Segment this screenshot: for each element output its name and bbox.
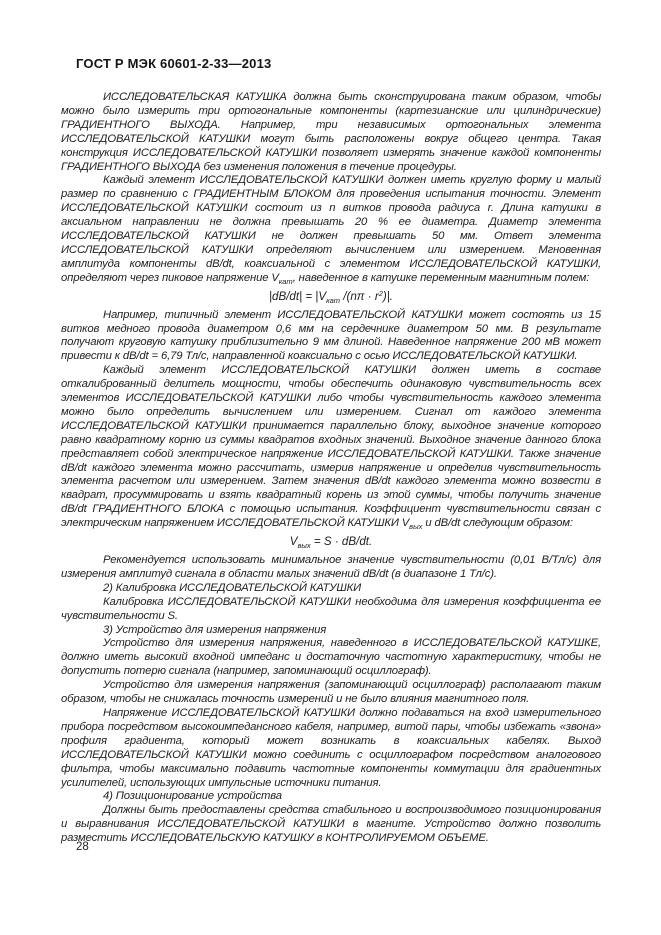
formula-v-out: [61, 531, 601, 554]
paragraph-2-text-end: , наведенное в катушке переменным магнитным полем:: [292, 271, 590, 284]
formula-db-dt-left: |dB/dt| = |V: [269, 289, 327, 303]
paragraph-1: ИССЛЕДОВАТЕЛЬСКАЯ КАТУШКА должна быть сконструирована таким образом, чтобы можно было измерить три ортогональные компоненты (картезианские или цилиндрические) ГРАДИЕНТНОГО ВЫХОДА. Например, три независимых ортогональных элемента ИССЛЕДОВАТЕЛЬСКОЙ КАТУШКИ могут быть расположены вокруг общего центра. Такая конструкция ИССЛЕДОВАТЕЛЬСКОЙ КАТУШКИ позволяет измерять значение каждой компоненты ГРАДИЕНТНОГО ВЫХОДА без изменения положения в течение процедуры.: [61, 91, 601, 173]
list-item-2-calibration: 2) Калибровка ИССЛЕДОВАТЕЛЬСКОЙ КАТУШКИ: [103, 581, 362, 594]
paragraph-4-text: Каждый элемент ИССЛЕДОВАТЕЛЬСКОЙ КАТУШКИ должен иметь в составе откалиброванный делитель мощности, чтобы обеспечить одинаковую чувствительность всех элементов ИССЛЕДОВАТЕЛЬСКОЙ КАТУШКИ либо чтобы чувствительность каждого элемента можно было определить вычислением или измерением. Сигнал от каждого элемента ИССЛЕДОВАТЕЛЬСКОЙ КАТУШКИ принимается параллельно блоку, выходное значение которого равно квадратному корню из суммы квадратов входных значений. Выходное значение данного блока представляет собой электрическое напряжение ИССЛЕДОВАТЕЛЬСКОЙ КАТУШКИ. Также значение dB/dt каждого элемента можно рассчитать, измерив напряжение и определив чувствительность элемента расчетом или измерением. Затем значения dB/dt каждого элемента можно возвести в квадрат, просуммировать и взять квадратный корень из этой суммы, чтобы получить значение dB/dt ГРАДИЕНТНОГО БЛОКА с помощью испытания. Коэффициент чувствительности связан с электрическим напряжением ИССЛЕДОВАТЕЛЬСКОЙ КАТУШКИ V: [61, 364, 601, 530]
paragraph-2: [61, 174, 601, 285]
document-title: ГОСТ Р МЭК 60601-2-33—2013: [76, 56, 272, 71]
paragraph-7: Устройство для измерения напряжения, наведенного в ИССЛЕДОВАТЕЛЬСКОЙ КАТУШКЕ, должно иметь высокий входной импеданс и достаточную частотную характеристику, чтобы не допустить потерю сигнала (например, запоминающий осциллограф).: [61, 637, 601, 678]
paragraph-8: Устройство для измерения напряжения (запоминающий осциллограф) располагают таким образом, чтобы не снижалась точность измерений и не было влияния магнитного поля.: [61, 679, 601, 706]
paragraph-2-text: Каждый элемент ИССЛЕДОВАТЕЛЬСКОЙ КАТУШКИ должен иметь круглую форму и малый размер по сравнению с ГРАДИЕНТНЫМ БЛОКОМ для проведения испытания точности. Элемент ИССЛЕДОВАТЕЛЬСКОЙ КАТУШКИ состоит из n витков провода радиуса r. Длина катушки в аксиальном направлении не должна превышать 20 % ее диаметра. Диаметр элемента ИССЛЕДОВАТЕЛЬСКОЙ КАТУШКИ не должен превышать 50 мм. Ответ элемента ИССЛЕДОВАТЕЛЬСКОЙ КАТУШКИ определяют вычислением или измерением. Мгновенная амплитуда компоненты dB/dt, коаксиальной с элементом ИССЛЕДОВАТЕЛЬСКОЙ КАТУШКИ, определяют через пиковое напряжение V: [61, 174, 601, 284]
list-item-4-positioning: 4) Позиционирование устройства: [103, 790, 282, 803]
list-item-3-voltage-device: 3) Устройство для измерения напряжения: [103, 623, 327, 636]
paragraph-4: [61, 364, 601, 531]
paragraph-10: Должны быть предоставлены средства стабильного и воспроизводимого позиционирования и выравнивания ИССЛЕДОВАТЕЛЬСКОЙ КАТУШКИ в магните. Устройство должно позволить разместить ИССЛЕДОВАТЕЛЬСКУЮ КАТУШКУ в КОНТРОЛИРУЕМОМ ОБЪЕМЕ.: [61, 804, 601, 845]
formula-db-dt-subscript: кат: [326, 295, 341, 305]
formula-db-dt-right: )|.: [382, 289, 393, 303]
formula-v-out-left: V: [289, 535, 298, 549]
page-number: 28: [76, 841, 89, 853]
formula-db-dt-superscript: 2: [378, 288, 383, 298]
paragraph-5: Рекомендуется использовать минимальное значение чувствительности (0,01 В/Тл/с) для измерения амплитуд сигнала в области малых значений dB/dt (в диапазоне 1 Тл/с).: [61, 554, 601, 580]
formula-v-out-subscript: вых: [297, 541, 311, 551]
paragraph-3: Например, типичный элемент ИССЛЕДОВАТЕЛЬСКОЙ КАТУШКИ может состоять из 15 витков медного провода диаметром 0,6 мм на сердечнике диаметром 50 мм. В результате получают круговую катушку приблизительно 9 мм длиной. Наведенное напряжение 200 мВ может привести к dB/dt = 6,79 Тл/с, направленной коаксиально с осью ИССЛЕДОВАТЕЛЬСКОЙ КАТУШКИ.: [61, 308, 601, 363]
paragraph-4-text-end: и dB/dt следующим образом:: [422, 517, 573, 530]
formula-v-out-right: = S · dB/dt.: [310, 535, 373, 549]
formula-db-dt: [61, 286, 601, 309]
v-out-subscript: вых: [409, 522, 423, 532]
formula-db-dt-mid: /(nπ · r: [340, 289, 379, 303]
document-body: [61, 91, 601, 846]
v-kat-subscript: кат: [278, 276, 293, 286]
paragraph-9: Напряжение ИССЛЕДОВАТЕЛЬСКОЙ КАТУШКИ должно подаваться на вход измерительного прибора посредством высокоимпедансного кабеля, например, витой пары, чтобы избежать «звона» профиля градиента, который может возникать в коаксиальных кабелях. Выход ИССЛЕДОВАТЕЛЬСКОЙ КАТУШКИ можно соединить с осциллографом посредством аналогового фильтра, чтобы максимально подавить частотные компоненты коммутации для градиентных усилителей, использующих импульсные источники питания.: [61, 706, 601, 789]
paragraph-6: Калибровка ИССЛЕДОВАТЕЛЬСКОЙ КАТУШКИ необходима для измерения коэффициента ее чувствительности S.: [61, 595, 601, 622]
